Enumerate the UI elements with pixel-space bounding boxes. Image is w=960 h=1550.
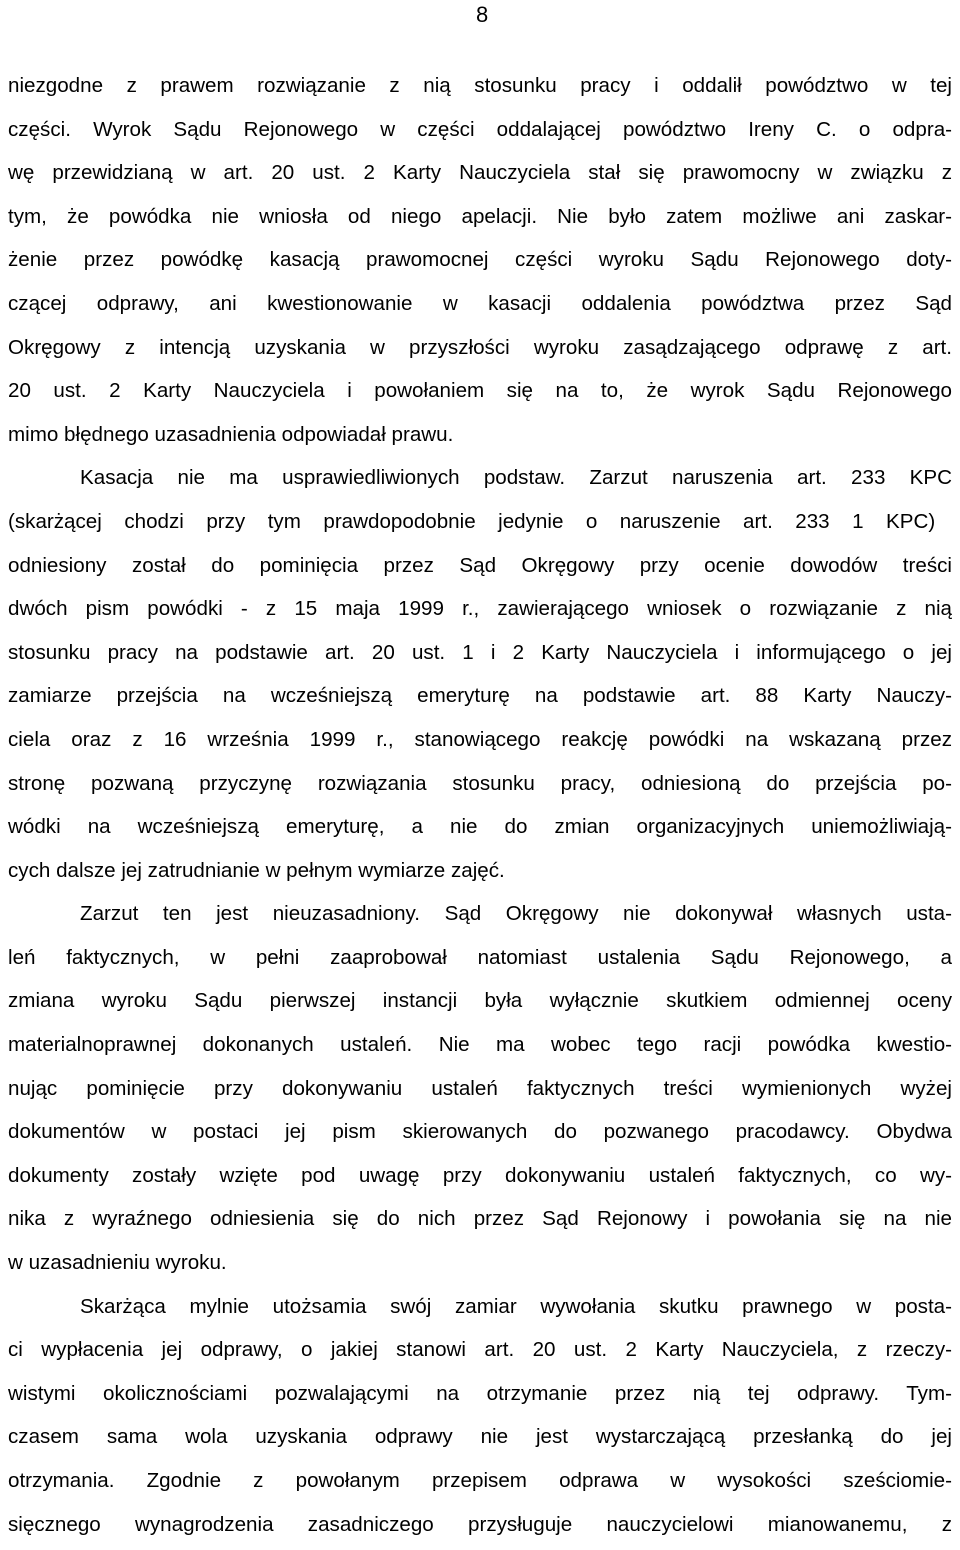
text-line: sięcznego wynagrodzenia zasadniczego przysługuje nauczycielowi mianowanemu, z <box>8 1512 952 1536</box>
text-line: dokumentów w postaci jej pism skierowanych do pozwanego pracodawcy. Obydwa <box>8 1120 952 1144</box>
text-line: materialnoprawnej dokonanych ustaleń. Nie ma wobec tego racji powódka kwestio- <box>8 1033 952 1057</box>
page-number: 8 <box>476 2 489 27</box>
text-line: otrzymania. Zgodnie z powołanym przepisem odprawa w wysokości sześciomie- <box>8 1469 952 1492</box>
text-line: niezgodne z prawem rozwiązanie z nią stosunku pracy i oddalił powództwo w tej <box>8 74 952 97</box>
text-line: wódki na wcześniejszą emeryturę, a nie do zmian organizacyjnych uniemożliwiają- <box>8 815 952 839</box>
document-body <box>8 64 952 1546</box>
text-line: ciela oraz z 16 września 1999 r., stanowiącego reakcję powódki na wskazaną przez <box>8 727 952 751</box>
text-line: leń faktycznych, w pełni zaaprobował natomiast ustalenia Sądu Rejonowego, a <box>8 945 952 969</box>
text-line: dwóch pism powódki - z 15 maja 1999 r., zawierającego wniosek o rozwiązanie z nią <box>8 597 952 621</box>
text-line: czącej odprawy, ani kwestionowanie w kasacji oddalenia powództwa przez Sąd <box>8 291 952 315</box>
text-line: części. Wyrok Sądu Rejonowego w części oddalającej powództwo Ireny C. o odpra- <box>8 117 952 141</box>
text-line: nując pominięcie przy dokonywaniu ustaleń faktycznych treści wymienionych wyżej <box>8 1076 952 1100</box>
text-line: wę przewidzianą w art. 20 ust. 2 Karty Nauczyciela stał się prawomocny w związku z <box>8 161 952 185</box>
text-line: Zarzut ten jest nieuzasadniony. Sąd Okręgowy nie dokonywał własnych usta- <box>80 902 952 926</box>
text-line: czasem sama wola uzyskania odprawy nie jest wystarczającą przesłanką do jej <box>8 1425 952 1449</box>
text-line: Skarżąca mylnie utożsamia swój zamiar wywołania skutku prawnego w posta- <box>80 1294 952 1318</box>
text-line: stronę pozwaną przyczynę rozwiązania stosunku pracy, odniesioną do przejścia po- <box>8 771 952 795</box>
text-line: (skarżącej chodzi przy tym prawdopodobnie jedynie o naruszenie art. 233 1 KPC) <box>8 509 936 533</box>
text-line: dokumenty zostały wzięte pod uwagę przy dokonywaniu ustaleń faktycznych, co wy- <box>8 1163 952 1187</box>
text-line: stosunku pracy na podstawie art. 20 ust. 1 i 2 Karty Nauczyciela i informującego o jej <box>8 640 952 664</box>
text-line: wistymi okolicznościami pozwalającymi na otrzymanie przez nią tej odprawy. Tym- <box>8 1381 952 1405</box>
text-line: ci wypłacenia jej odprawy, o jakiej stanowi art. 20 ust. 2 Karty Nauczyciela, z rzeczy- <box>8 1338 952 1362</box>
text-line: tym, że powódka nie wniosła od niego apelacji. Nie było zatem możliwe ani zaskar- <box>8 204 952 228</box>
text-line: cych dalsze jej zatrudnianie w pełnym wymiarze zajęć. <box>8 858 505 882</box>
text-line: mimo błędnego uzasadnienia odpowiadał prawu. <box>8 422 454 446</box>
text-line: nika z wyraźnego odniesienia się do nich przez Sąd Rejonowy i powołania się na nie <box>8 1207 952 1231</box>
text-line: żenie przez powódkę kasacją prawomocnej części wyroku Sądu Rejonowego doty- <box>8 248 952 272</box>
text-line: odniesiony został do pominięcia przez Sąd Okręgowy przy ocenie dowodów treści <box>8 553 952 577</box>
text-line: w uzasadnieniu wyroku. <box>8 1251 227 1275</box>
text-line: Okręgowy z intencją uzyskania w przyszłości wyroku zasądzającego odprawę z art. <box>8 335 952 359</box>
text-line: Kasacja nie ma usprawiedliwionych podstaw. Zarzut naruszenia art. 233 KPC <box>80 466 952 490</box>
text-line: zmiana wyroku Sądu pierwszej instancji była wyłącznie skutkiem odmiennej oceny <box>8 989 952 1013</box>
text-line: zamiarze przejścia na wcześniejszą emeryturę na podstawie art. 88 Karty Nauczy- <box>8 684 952 708</box>
text-line: 20 ust. 2 Karty Nauczyciela i powołaniem się na to, że wyrok Sądu Rejonowego <box>8 379 952 403</box>
